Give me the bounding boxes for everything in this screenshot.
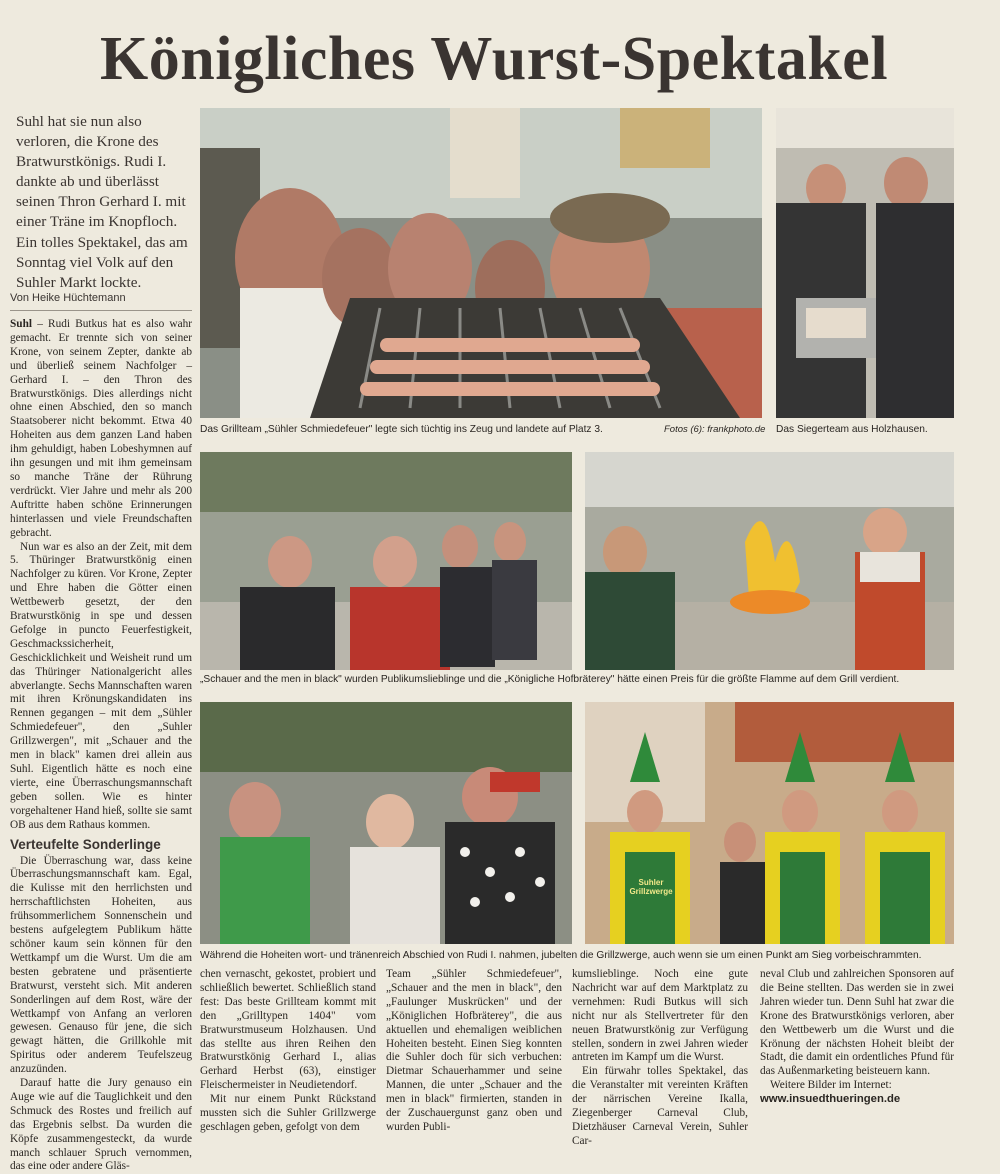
article-column-3: Team „Sühler Schmiedefeuer", „Schauer and the men in black", den „Faulunger Muskrücken" und der „Königlichen Hofbräterey", die aus aktuellen und ehemaligen weiblichen Hoheiten besteht. Einen Sieg konnten die Suhler doch für sich verbuchen: Dietmar Schauerhammer und seine Mannen, die unter „Schauer and the men in black" firmierten, standen in der Zuschauergunst ganz oben und wurden Publi-: [386, 968, 562, 1133]
photo-flame: [585, 452, 954, 670]
byline-rule: [10, 310, 192, 311]
caption-grill-team: Das Grillteam „Sühler Schmiedefeuer" legte sich tüchtig ins Zeug und landete auf Platz 3.: [200, 424, 603, 435]
caption-winners: Das Siegerteam aus Holzhausen.: [776, 424, 928, 435]
website-link[interactable]: www.insuedthueringen.de: [760, 1093, 901, 1106]
byline: Von Heike Hüchtemann: [10, 292, 126, 304]
photo-winners: [776, 108, 954, 418]
photo-men-in-black: [200, 452, 572, 670]
photo-farewell: [200, 702, 572, 944]
article-column-2: chen vernascht, gekostet, probiert und schließlich bewertet. Schließlich stand fest: Das beste Grillteam kommt mit den „Grilltypen 1404" vom Bratwurstmuseum Holzhausen. Und das stellte aus ihren Reihen den Bratwurstkönig Gerhard I., alias Gerhard Herbst (63), einstiger Fleischermeister in Neudietendorf. Mit nur einem Punkt Rückstand mussten sich die Suhler Grillzwerge geschlagen geben, gefolgt von dem: [200, 968, 376, 1133]
lede: Suhl hat sie nun also verloren, die Krone des Bratwurstkönigs. Rudi I. dankte ab und überlässt seinen Thron Gerhard I. mit einer Träne im Knopfloch. Ein tolles Spektakel, das am Sonntag viel Volk auf den Suhler Markt lockte.: [16, 113, 188, 291]
photo-grillzwerge: [585, 702, 954, 944]
apron-print: Suhler Grillzwerge: [629, 878, 673, 896]
caption-bottom: Während die Hoheiten wort- und tränenreich Abschied von Rudi I. nahmen, jubelten die Grillzwerge, auch wenn sie um einen Punkt am Sieg vorbeischrammten.: [200, 950, 922, 961]
caption-middle: „Schauer and the men in black" wurden Publikumslieblinge und die „Königliche Hofbräterey" hätte einen Preis für die größte Flamme auf dem Grill verdient.: [200, 674, 900, 685]
article-column-4: kumslieblinge. Noch eine gute Nachricht war auf dem Marktplatz zu vernehmen: Rudi Butkus will sich nicht nur als Stellvertreter für den neuen Bratwurstkönig zur Verfügung stellen, sondern in zwei Jahren wieder antreten im Kampf um die Wurst. Ein fürwahr tolles Spektakel, das die Veranstalter mit vereinten Kräften der närrischen Vereine Ikalla, Ziegenberger Carneval Club, Dietzhäuser Carneval Verein, Suhler Car-: [572, 968, 748, 1147]
photo-credit: Fotos (6): frankphoto.de: [664, 424, 766, 435]
photo-grill-team: [200, 108, 762, 418]
article-column-5: neval Club und zahlreichen Sponsoren auf die Beine stellten. Das werden sie in zwei Jahren wieder tun. Denn Suhl hat zwar die Krone des Bratwurstkönigs verloren, aber den Wettbewerb um die Wurst und die Krönung der nächsten Hoheit bleibt der Stadt, die damit ein ordentliches Pfund für das Außenmarketing beisteuern kann. Weitere Bilder im Internet: www.insuedthueringen.de: [760, 968, 954, 1106]
dateline: Suhl: [10, 318, 32, 330]
subheading: Verteufelte Sonderlinge: [10, 836, 161, 852]
article-column-1: Suhl – Rudi Butkus hat es also wahr gemacht. Er trennte sich von seiner Krone, von seinem Zepter, dankte ab und überließ seinem Nachfolger – Gerhard I. – den Thron des Bratwurstkönigs. Dies allerdings nicht ohne einen Abschied, den so manch Staatsoberer nicht bekommt. Etwa 40 Hoheiten aus dem ganzen Land haben ihm gehuldigt, haben Lobeshymnen auf ihn gesungen und mit ihm gemeinsam so manche Träne der Rührung verdrückt. Vier Jahre und mehr als 200 Auftritte haben schöne Erinnerungen hinterlassen und viele Freundschaften gebracht. Nun war es also an der Zeit, mit dem 5. Thüringer Bratwurstkönig einen Nachfolger zu küren. Vor Krone, Zepter und Ehre haben die Götter einen Wettbewerb gesetzt, der den Bratwurstkönig in spe und dessen Gefolge in puncto Feuerfestigkeit, Geschmackssicherheit, Geschicklichkeit und Weisheit rund um das Thüringer Nationalgericht alles abverlangte. Sechs Mannschaften waren mit ihren Krönungskandidaten ins Rennen gegangen – mit dem „Sühler Schmiedefeuer", den „Suhler Grillzwergen", mit „Schauer and the men in black" kamen drei allein aus Suhl. Eigentlich hätte es noch eine vierte, eine Überraschungsmannschaft geben sollen. Wie es hinter vorgehaltener Hand hieß, sollte sie samt OB aus dem Rathaus kommen. Verteufelte Sonderlinge Die Überraschung war, dass keine Überraschungsmannschaft kam. Egal, die Kulisse mit den herrlichsten und herrschaftlichsten Hoheiten, aus frühsommerlichem Sonnenschein und bestens aufgelegtem Publikum hätte schöner kaum sein können für den Wettkampf um die Wurst. Um die am besten gebratene und präsentierte Bratwurst, versteht sich. Mit anderen Sonderlingen auf dem Rost, wäre der Wettkampf von Anfang an verloren gewesen. Genauso für jene, die sich gewagt hätten, die Grillkohle mit Spiritus oder anderem Teufelszeug anzuzünden. Darauf hatte die Jury genauso ein Auge wie auf die Tauglichkeit und den Schmuck des Rostes und freilich auf das Ergebnis selbst. Da wurden die Köpfe zusammengesteckt, da wurde manch schlauer Spruch vernommen, das eine oder andere Gläs-: [10, 318, 192, 1173]
headline: Königliches Wurst-Spektakel: [100, 25, 889, 93]
